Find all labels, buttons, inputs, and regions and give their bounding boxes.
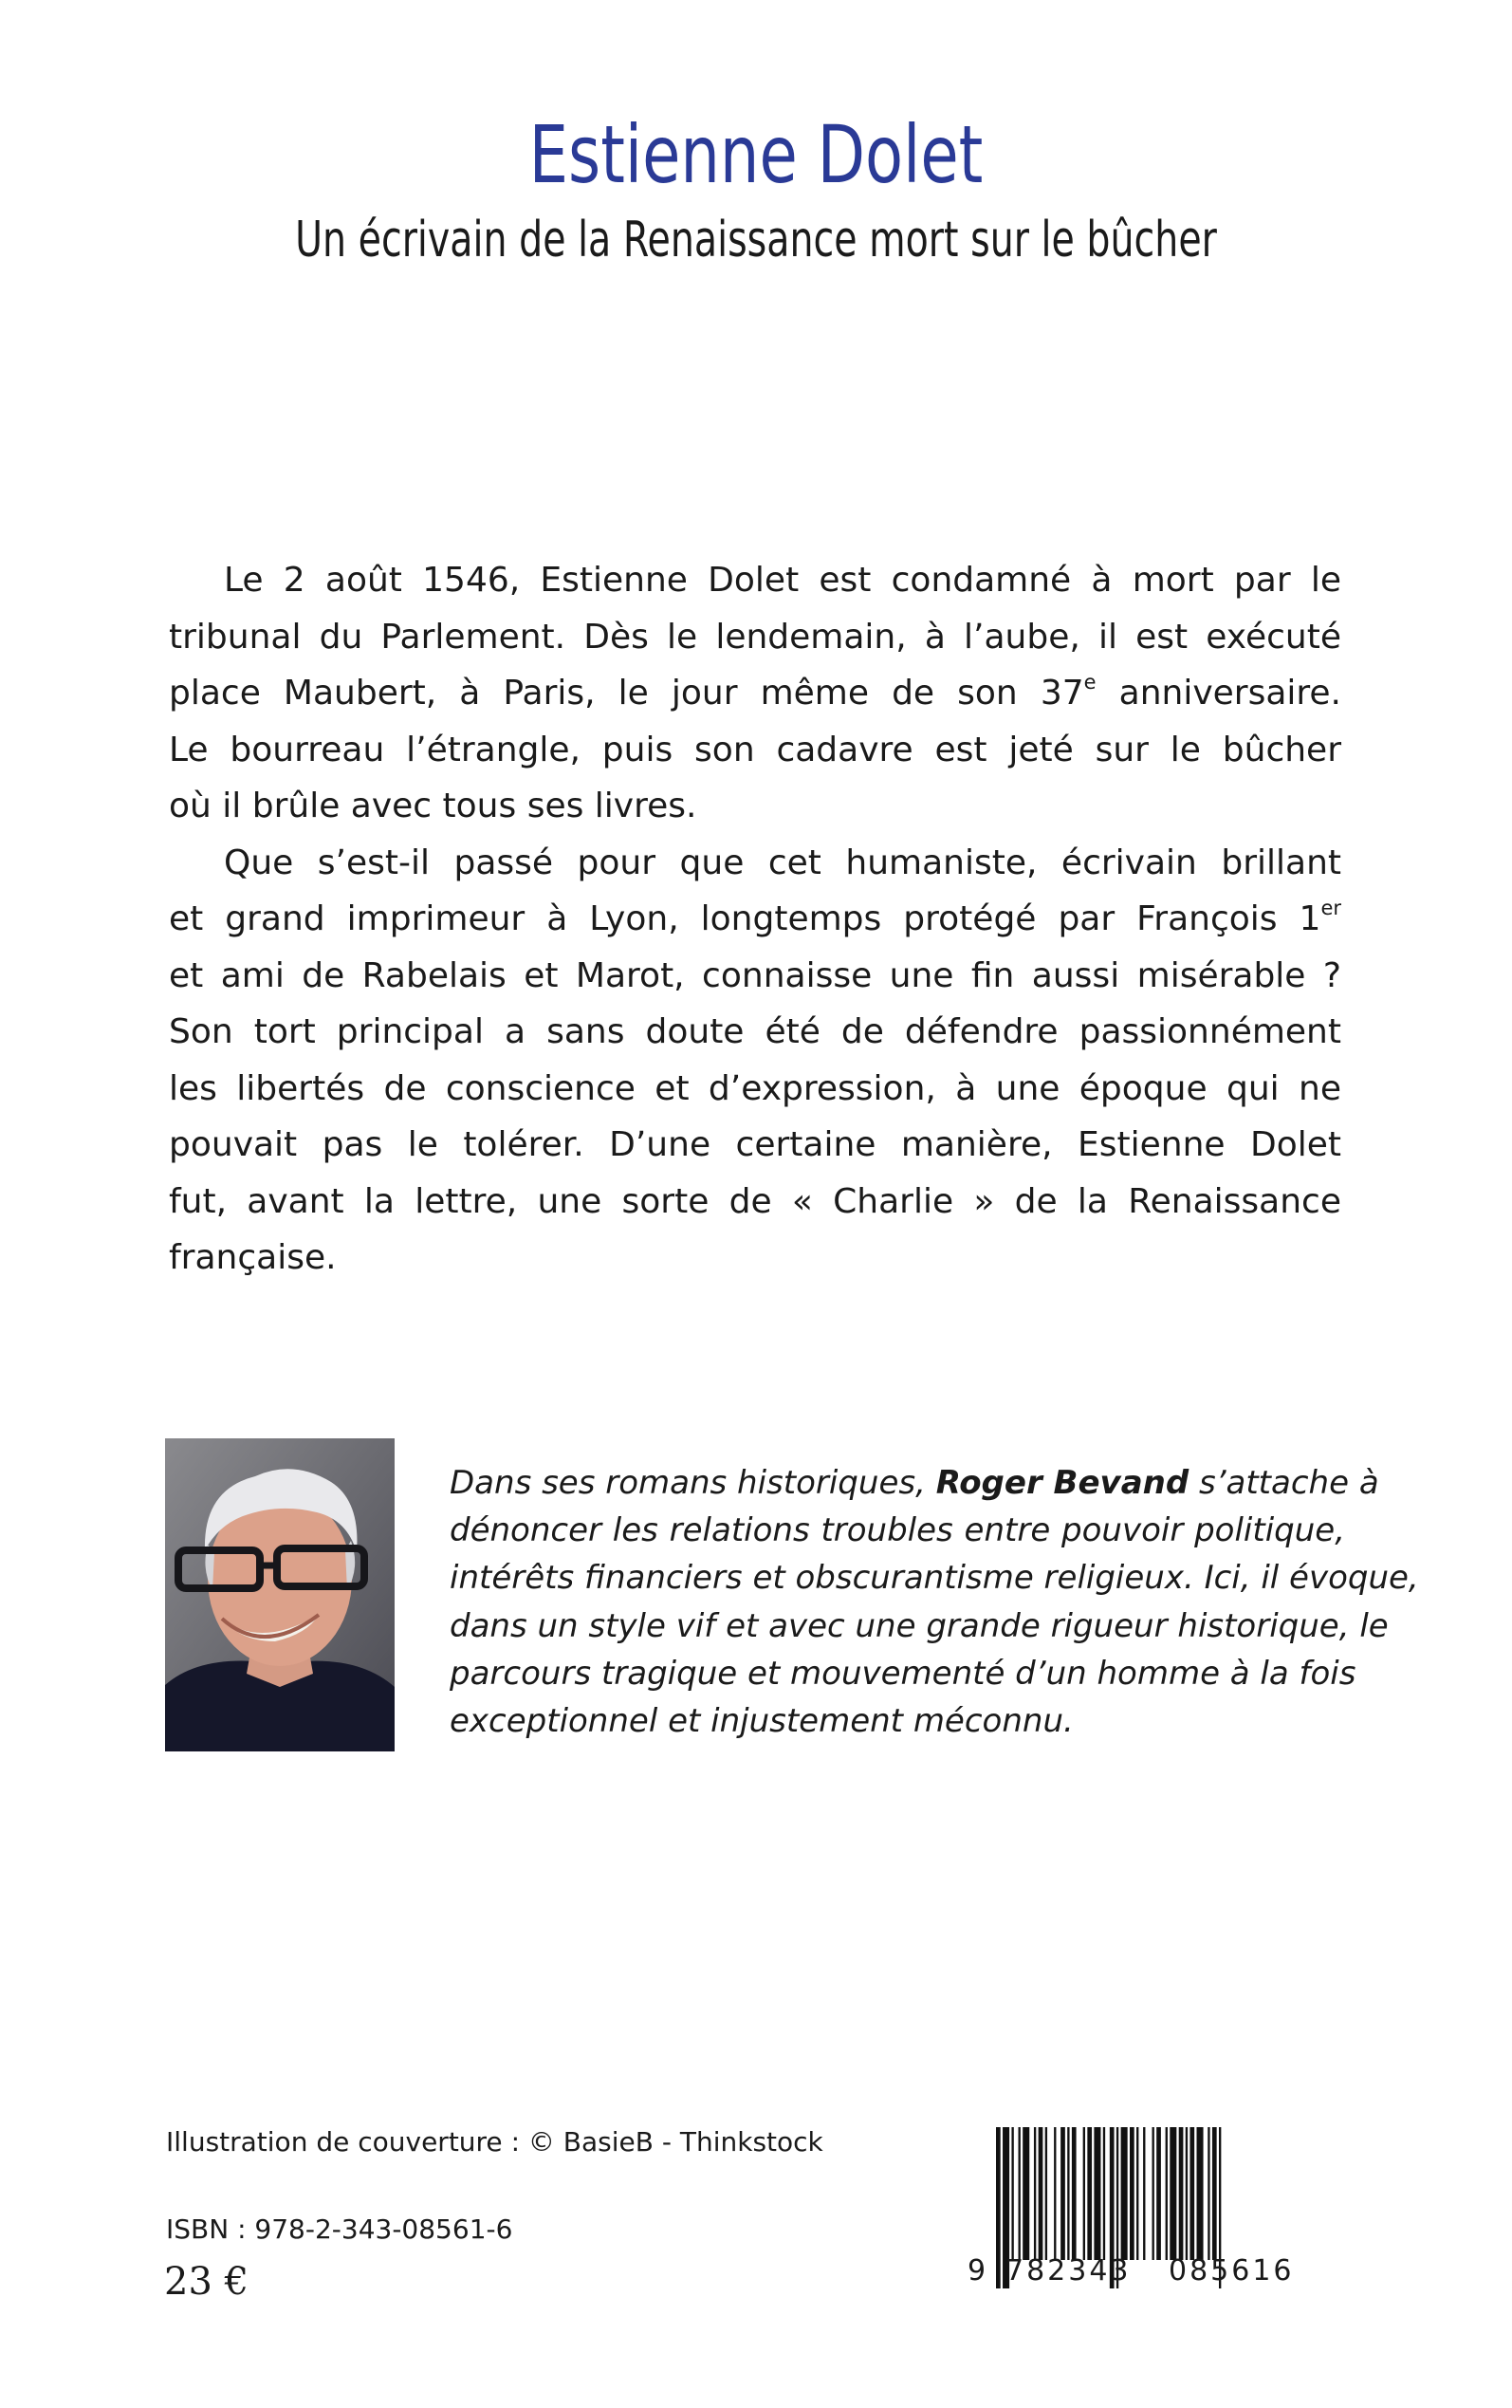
barcode-bar [1121, 2127, 1128, 2260]
author-portrait-icon [165, 1438, 395, 1751]
barcode-bar [1011, 2127, 1013, 2260]
summary-text [169, 552, 1341, 1287]
superscript: er [1320, 897, 1341, 919]
bio-line-text: s’attache à [1189, 1464, 1379, 1502]
barcode-bar [1152, 2127, 1154, 2260]
summary-line: tribunal du Parlement. Dès le lendemain, à l’aube, il est exécuté [169, 617, 1341, 657]
summary-line: où il brûle avec tous ses livres. [169, 787, 697, 825]
summary-line: Que s’est-il passé pour que cet humaniste, écrivain brillant [224, 843, 1341, 882]
barcode-bar [1039, 2127, 1043, 2260]
book-title: Estienne Dolet [528, 108, 984, 201]
barcode-digits-left: 782343 [1005, 2254, 1132, 2288]
barcode-bar [1212, 2127, 1217, 2260]
bio-line: intérêts financiers et obscurantisme religieux. Ici, il évoque, [450, 1559, 1419, 1598]
barcode-digits [968, 2251, 1326, 2292]
summary-line-text: place Maubert, à Paris, le jour même de son 37 [169, 674, 1084, 713]
barcode-bar [1103, 2127, 1105, 2260]
barcode-bar [1094, 2127, 1100, 2260]
bio-line: exceptionnel et injustement méconnu. [450, 1701, 1074, 1740]
barcode-bar [1087, 2127, 1092, 2260]
barcode-bar [1189, 2127, 1194, 2260]
bio-line: parcours tragique et mouvementé d’un homme à la fois [450, 1654, 1356, 1693]
barcode-bar [1136, 2127, 1138, 2260]
barcode-bar [1072, 2127, 1077, 2260]
barcode-bar [1054, 2127, 1056, 2260]
summary-line: pouvait pas le tolérer. D’une certaine manière, Estienne Dolet [169, 1125, 1341, 1164]
barcode-bar [1170, 2127, 1176, 2260]
author-photo [165, 1438, 395, 1751]
barcode-digit-lead: 9 [968, 2254, 986, 2288]
isbn: ISBN : 978-2-343-08561-6 [166, 2214, 513, 2245]
barcode-bar [1083, 2127, 1085, 2260]
barcode-bar [1045, 2127, 1047, 2260]
barcode-bar [1019, 2127, 1021, 2260]
summary-line: Le 2 août 1546, Estienne Dolet est condamné à mort par le [224, 561, 1341, 600]
barcode-bar [1130, 2127, 1134, 2260]
bio-line: dénoncer les relations troubles entre pouvoir politique, [450, 1511, 1345, 1550]
summary-line [169, 891, 1341, 948]
barcode-bar [1143, 2127, 1145, 2260]
barcode-bar [1186, 2127, 1188, 2260]
barcode-bar [1156, 2127, 1161, 2260]
cover-credit: Illustration de couverture : © BasieB - Thinkstock [166, 2126, 823, 2158]
author-bio [450, 1459, 1419, 1745]
bio-line-text: Dans ses romans historiques, [450, 1464, 936, 1502]
superscript: e [1083, 671, 1097, 694]
barcode-bar [1067, 2127, 1069, 2260]
barcode-bar [1208, 2127, 1209, 2260]
summary-line [169, 665, 1341, 722]
summary-line: et ami de Rabelais et Marot, connaisse une fin aussi misérable ? [169, 955, 1341, 995]
summary-line: Le bourreau l’étrangle, puis son cadavre est jeté sur le bûcher [169, 730, 1341, 769]
book-subtitle: Un écrivain de la Renaissance mort sur le bûcher [295, 212, 1217, 269]
barcode-bar [1034, 2127, 1036, 2260]
summary-line: les libertés de conscience et d’expression, à une époque qui ne [169, 1068, 1341, 1108]
barcode-bar [1023, 2127, 1029, 2260]
barcode-bar [1166, 2127, 1168, 2260]
barcode-digits-right: 085616 [1169, 2254, 1295, 2288]
barcode-bar [1060, 2127, 1065, 2260]
bio-line [450, 1459, 1379, 1507]
price: 23 € [164, 2260, 249, 2304]
summary-line: fut, avant la lettre, une sorte de « Charlie » de la Renaissance [169, 1181, 1341, 1221]
summary-line-text: anniversaire. [1096, 674, 1342, 713]
author-name: Roger Bevand [935, 1464, 1189, 1502]
summary-line: française. [169, 1238, 337, 1277]
summary-line-text: et grand imprimeur à Lyon, longtemps protégé par François 1 [169, 899, 1321, 938]
barcode-bar [1179, 2127, 1184, 2260]
barcode-bar [1197, 2127, 1204, 2260]
summary-line: Son tort principal a sans doute été de défendre passionnément [169, 1012, 1341, 1051]
bio-line: dans un style vif et avec une grande rigueur historique, le [450, 1606, 1389, 1645]
